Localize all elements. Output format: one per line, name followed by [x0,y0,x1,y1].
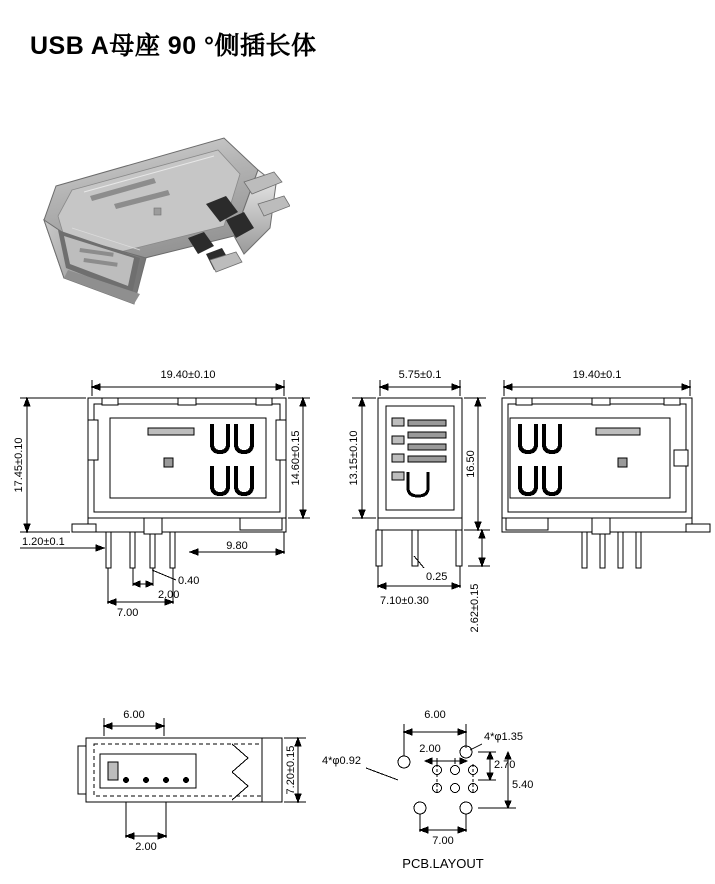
dim-front-inner-width: 9.80 [226,540,248,552]
technical-drawings [0,340,715,880]
dim-front-right-height: 14.60±0.15 [290,430,302,486]
side-view-drawing [352,380,490,589]
dim-bottom-top-width: 6.00 [123,709,145,721]
dim-pcb-hole-small: 4*φ0.92 [322,755,361,767]
dim-side-bottom-height: 2.62±0.15 [469,583,481,633]
dim-pcb-top-width: 6.00 [424,709,446,721]
dim-pcb-bottom-width: 7.00 [432,835,454,847]
dim-side-pin-span: 7.10±0.30 [380,595,429,607]
dim-side-top-width: 5.75±0.1 [398,369,442,381]
dim-pcb-v-small: 2.70 [494,759,516,771]
dim-pcb-hole-large: 4*φ1.35 [484,731,523,743]
bottom-view-drawing [78,718,306,839]
dim-front-pitch-small: 0.40 [178,575,200,587]
dim-front-left-height: 17.45±0.10 [13,437,25,493]
pcb-layout-caption: PCB.LAYOUT [402,856,484,871]
dim-front-pin-span: 7.00 [117,607,139,619]
dim-pcb-v-large: 5.40 [512,779,534,791]
dim-bottom-right-height: 7.20±0.15 [285,745,297,795]
dim-rear-top-width: 19.40±0.1 [572,369,622,381]
dim-side-pin-thickness: 0.25 [426,571,448,583]
page-title: USB A母座 90 °侧插长体 [30,32,317,60]
dim-bottom-pitch: 2.00 [135,841,157,853]
dim-side-right-height: 16.50 [465,450,477,478]
dim-pcb-inner-width: 2.00 [419,743,441,755]
front-view-drawing [20,380,310,605]
rear-view-drawing [502,380,710,568]
product-photo [28,108,290,318]
dim-side-left-height: 13.15±0.10 [348,430,360,486]
dim-front-pitch: 2.00 [158,589,180,601]
dim-front-top-width: 19.40±0.10 [160,369,216,381]
dim-front-lower-left: 1.20±0.1 [22,536,65,548]
